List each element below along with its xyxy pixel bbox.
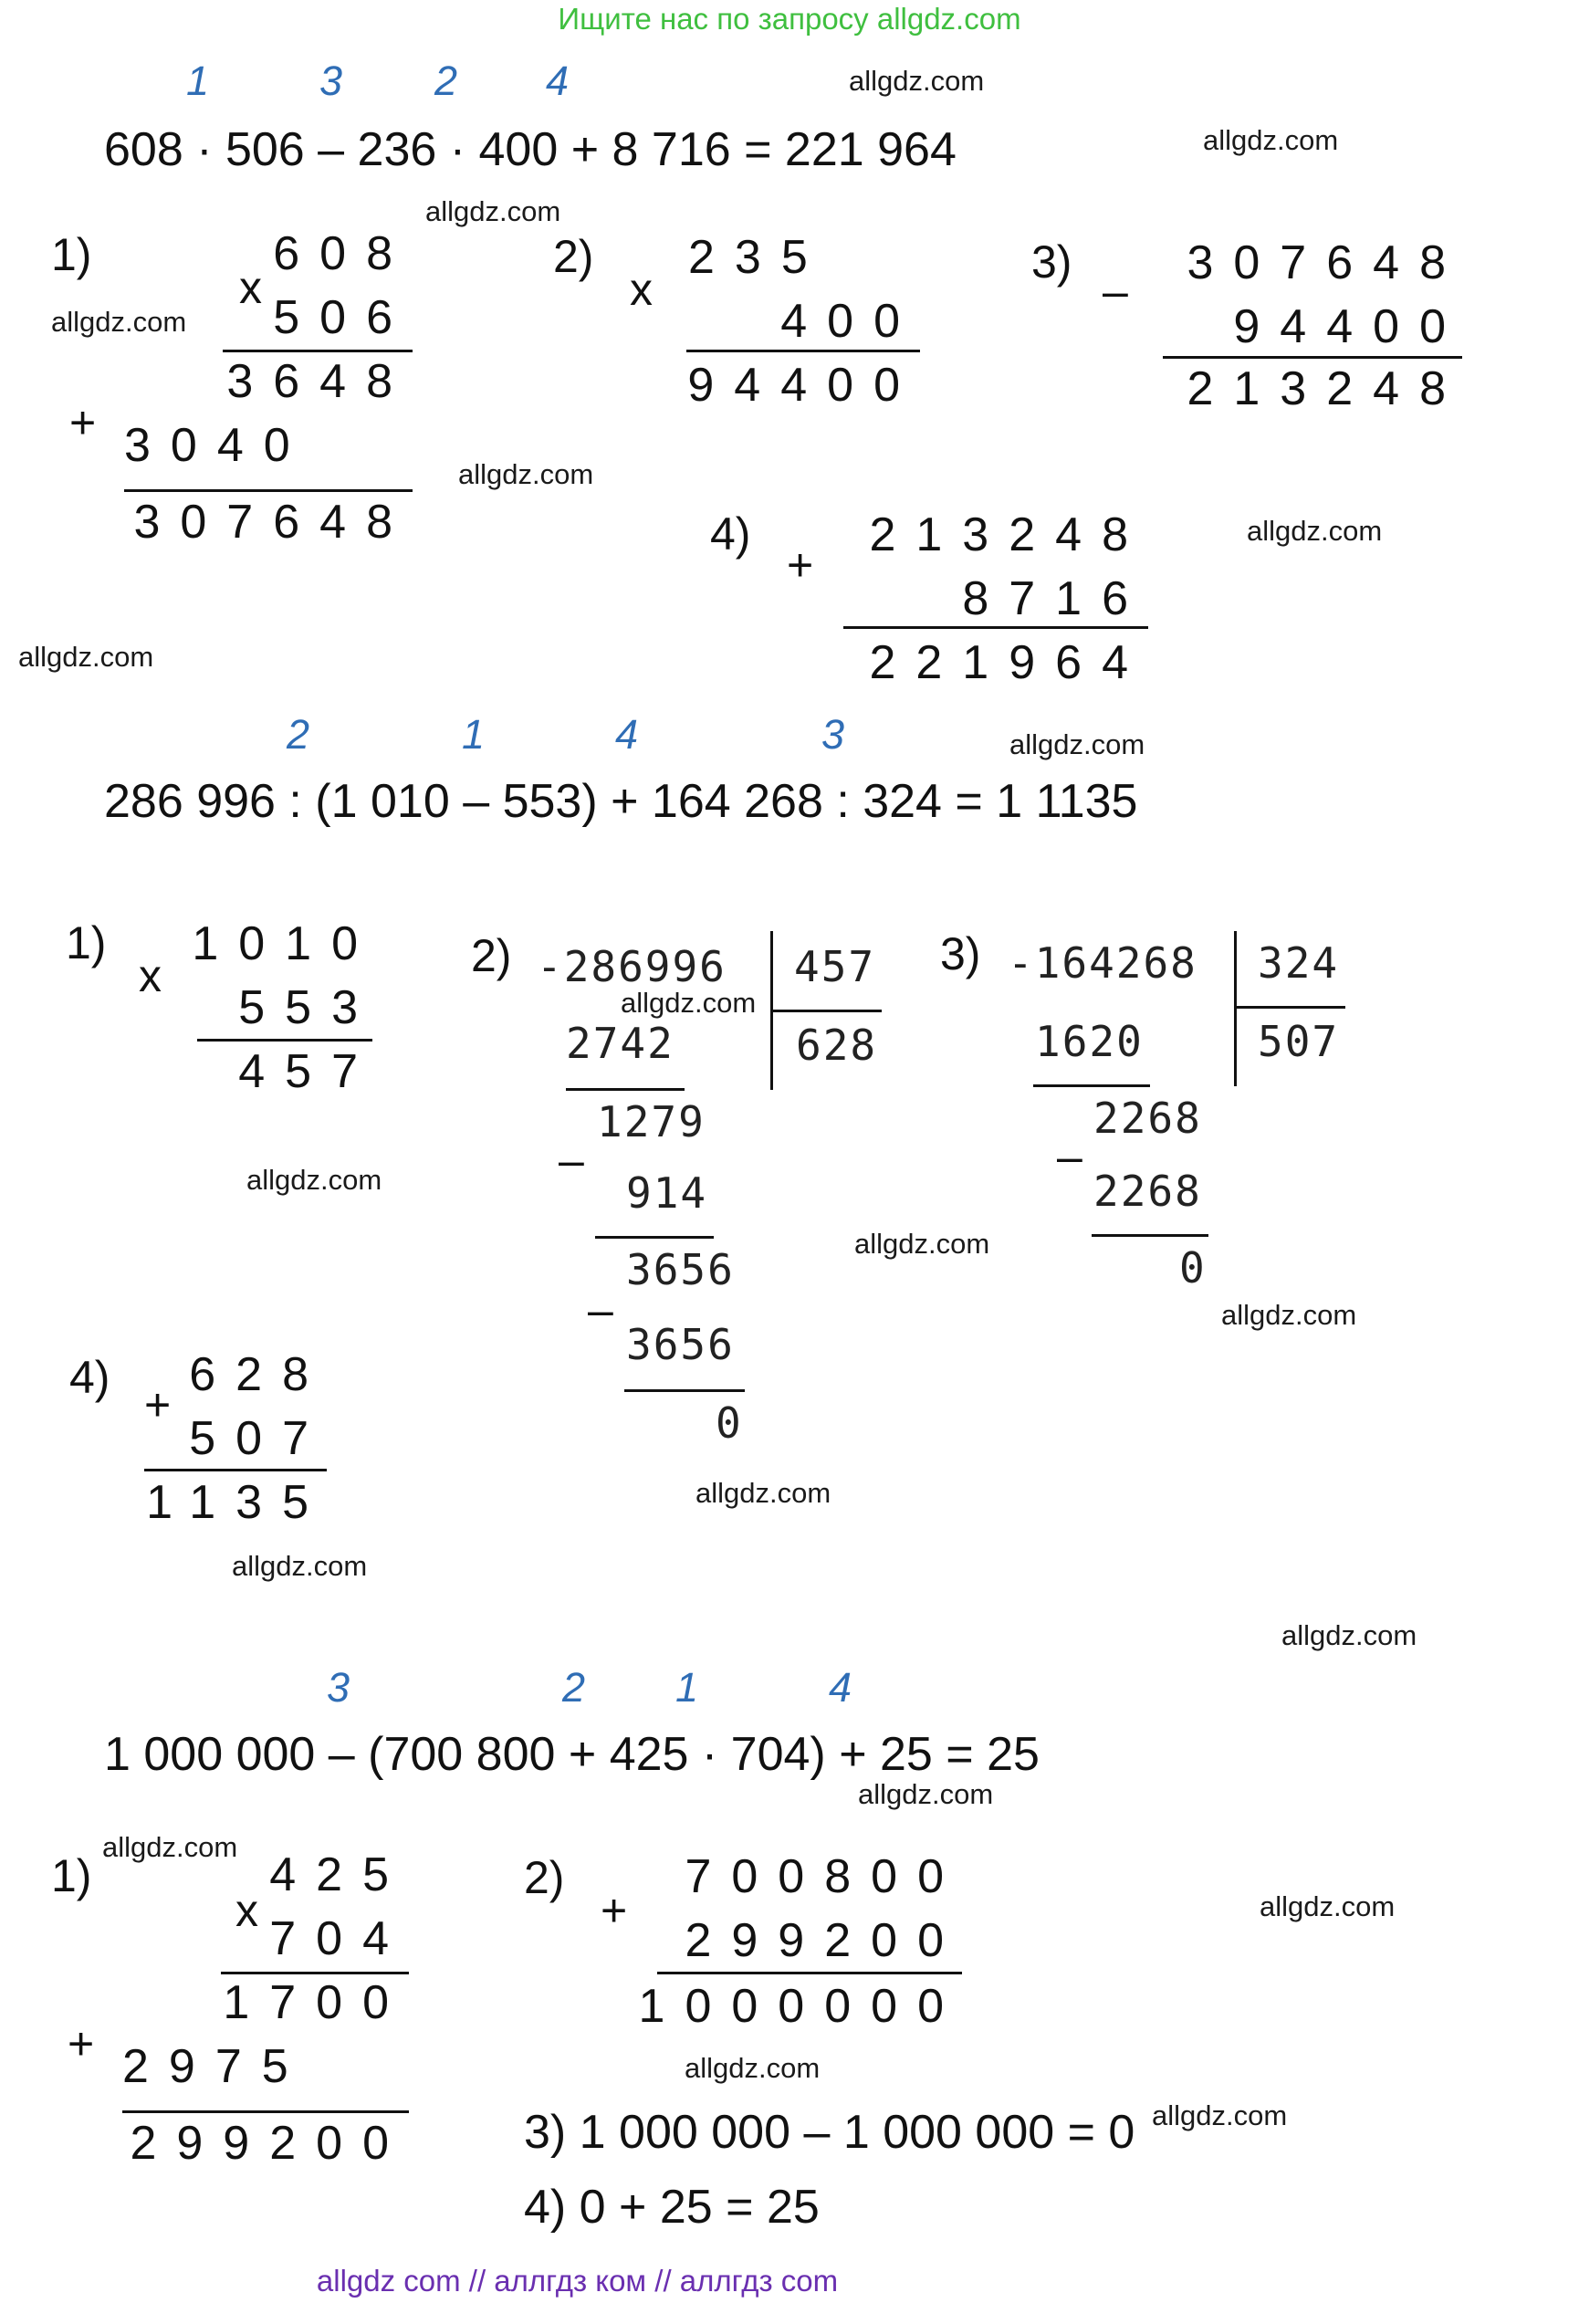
multiply-sign: x bbox=[139, 950, 162, 1001]
operand: 507 bbox=[189, 1412, 329, 1465]
watermark: allgdz.com bbox=[1203, 124, 1339, 156]
watermark: allgdz.com bbox=[849, 65, 985, 97]
expression: 286 996 : (1 010 – 553) + 164 268 : 324 = 1 1135 bbox=[104, 775, 1138, 828]
result: 307648 bbox=[133, 496, 413, 549]
watermark: allgdz.com bbox=[621, 987, 757, 1019]
dividend: -286996 bbox=[537, 942, 727, 991]
division-bar bbox=[1234, 931, 1237, 1086]
plus-sign: + bbox=[68, 2018, 95, 2069]
step-label: 1) bbox=[51, 229, 92, 280]
result: 1000000 bbox=[638, 1980, 964, 2033]
rule bbox=[1092, 1234, 1208, 1237]
divisor: 457 bbox=[794, 942, 876, 991]
rule bbox=[566, 1088, 685, 1091]
watermark: allgdz.com bbox=[1221, 1299, 1357, 1331]
rule bbox=[657, 1972, 962, 1974]
division-step: 0 bbox=[1179, 1243, 1207, 1293]
rule bbox=[197, 1039, 372, 1042]
watermark: allgdz.com bbox=[51, 306, 187, 338]
order-number: 3 bbox=[319, 58, 343, 104]
result: 299200 bbox=[130, 2117, 409, 2170]
watermark: allgdz.com bbox=[458, 458, 594, 490]
rule bbox=[1033, 1084, 1150, 1087]
operand: 307648 bbox=[1187, 236, 1466, 289]
watermark: allgdz.com bbox=[102, 1831, 238, 1863]
watermark: allgdz.com bbox=[858, 1778, 994, 1810]
division-step: 2268 bbox=[1093, 1094, 1202, 1143]
equation-line: 3) 1 000 000 – 1 000 000 = 0 bbox=[524, 2106, 1135, 2159]
rule bbox=[686, 350, 920, 352]
division-step: 1620 bbox=[1035, 1017, 1144, 1066]
quotient: 628 bbox=[796, 1021, 878, 1070]
rule bbox=[1163, 356, 1462, 359]
step-label: 4) bbox=[710, 508, 751, 560]
division-step: 2268 bbox=[1093, 1167, 1202, 1216]
watermark: allgdz.com bbox=[685, 2052, 821, 2084]
rule bbox=[223, 350, 413, 352]
operand: 506 bbox=[273, 291, 413, 344]
operand: 704 bbox=[269, 1912, 409, 1965]
watermark: allgdz.com bbox=[246, 1164, 382, 1196]
division-step: 3656 bbox=[626, 1245, 735, 1294]
divisor: 324 bbox=[1258, 938, 1340, 988]
operand: 628 bbox=[189, 1348, 329, 1401]
order-number: 4 bbox=[615, 711, 639, 758]
multiply-sign: x bbox=[630, 264, 653, 315]
division-step: 3656 bbox=[626, 1320, 735, 1369]
multiply-sign: x bbox=[239, 262, 262, 313]
order-number: 1 bbox=[462, 711, 486, 758]
order-number: 2 bbox=[562, 1664, 586, 1711]
expression: 608 · 506 – 236 · 400 + 8 716 = 221 964 bbox=[104, 123, 957, 176]
watermark: allgdz.com bbox=[1009, 728, 1145, 760]
multiply-sign: x bbox=[235, 1885, 258, 1936]
order-number: 4 bbox=[546, 58, 570, 104]
rule bbox=[772, 1010, 882, 1012]
partial-product: 3648 bbox=[226, 355, 413, 408]
division-step: 0 bbox=[716, 1398, 743, 1448]
watermark: allgdz.com bbox=[1260, 1890, 1396, 1922]
division-step: 2742 bbox=[566, 1019, 674, 1068]
watermark: allgdz.com bbox=[1247, 515, 1383, 547]
footer-banner[interactable]: allgdz com // аллгдз ком // аллгдз com bbox=[316, 2264, 839, 2298]
result: 213248 bbox=[1187, 362, 1466, 415]
result: 221964 bbox=[869, 636, 1148, 689]
division-step: 914 bbox=[626, 1168, 708, 1218]
order-number: 1 bbox=[186, 58, 210, 104]
operand: 700800 bbox=[685, 1850, 964, 1903]
order-number: 2 bbox=[434, 58, 458, 104]
watermark: allgdz.com bbox=[695, 1477, 831, 1509]
step-label: 1) bbox=[51, 1850, 92, 1901]
operand: 235 bbox=[688, 231, 828, 284]
expression: 1 000 000 – (700 800 + 425 · 704) + 25 = 25 bbox=[104, 1728, 1040, 1781]
rule bbox=[144, 1469, 327, 1471]
rule bbox=[1236, 1006, 1345, 1009]
minus-sign: – bbox=[1057, 1131, 1082, 1182]
operand: 608 bbox=[273, 227, 413, 280]
rule bbox=[221, 1972, 409, 1974]
watermark: allgdz.com bbox=[18, 641, 154, 673]
result: 1135 bbox=[146, 1476, 329, 1529]
order-number: 1 bbox=[675, 1664, 699, 1711]
header-banner[interactable]: Ищите нас по запросу allgdz.com bbox=[558, 2, 1021, 36]
plus-sign: + bbox=[144, 1379, 172, 1430]
rule bbox=[124, 489, 413, 492]
order-number: 2 bbox=[287, 711, 310, 758]
order-number: 4 bbox=[829, 1664, 852, 1711]
minus-sign: – bbox=[1103, 266, 1128, 317]
watermark: allgdz.com bbox=[854, 1228, 990, 1260]
step-label: 1) bbox=[66, 917, 107, 968]
minus-sign: – bbox=[588, 1284, 613, 1335]
step-label: 2) bbox=[524, 1852, 565, 1903]
order-number: 3 bbox=[327, 1664, 350, 1711]
minus-sign: – bbox=[559, 1135, 584, 1186]
plus-sign: + bbox=[69, 397, 97, 448]
plus-sign: + bbox=[787, 539, 814, 591]
quotient: 507 bbox=[1258, 1017, 1340, 1066]
result: 457 bbox=[238, 1045, 378, 1098]
rule bbox=[122, 2110, 409, 2113]
result: 94400 bbox=[687, 359, 920, 412]
equation-line: 4) 0 + 25 = 25 bbox=[524, 2181, 820, 2234]
watermark: allgdz.com bbox=[1152, 2099, 1288, 2131]
operand: 94400 bbox=[1233, 300, 1466, 353]
rule bbox=[843, 626, 1148, 629]
operand: 8716 bbox=[962, 572, 1148, 625]
operand: 299200 bbox=[685, 1914, 964, 1967]
dividend: -164268 bbox=[1008, 938, 1197, 988]
operand: 553 bbox=[238, 981, 378, 1034]
watermark: allgdz.com bbox=[1281, 1619, 1417, 1651]
step-label: 2) bbox=[471, 930, 512, 981]
operand: 213248 bbox=[869, 508, 1148, 561]
operand: 425 bbox=[269, 1848, 409, 1901]
partial-product: 2975 bbox=[122, 2040, 308, 2093]
division-step: 1279 bbox=[597, 1097, 706, 1146]
rule bbox=[595, 1236, 714, 1239]
watermark: allgdz.com bbox=[425, 195, 561, 227]
partial-product: 1700 bbox=[223, 1976, 409, 2029]
rule bbox=[624, 1389, 745, 1392]
order-number: 3 bbox=[821, 711, 845, 758]
operand: 1010 bbox=[192, 917, 378, 970]
partial-product: 3040 bbox=[124, 419, 310, 472]
step-label: 2) bbox=[553, 231, 594, 282]
plus-sign: + bbox=[601, 1885, 628, 1936]
step-label: 4) bbox=[69, 1352, 110, 1403]
operand: 400 bbox=[780, 295, 920, 348]
step-label: 3) bbox=[1031, 236, 1072, 288]
watermark: allgdz.com bbox=[232, 1550, 368, 1582]
step-label: 3) bbox=[940, 928, 981, 979]
